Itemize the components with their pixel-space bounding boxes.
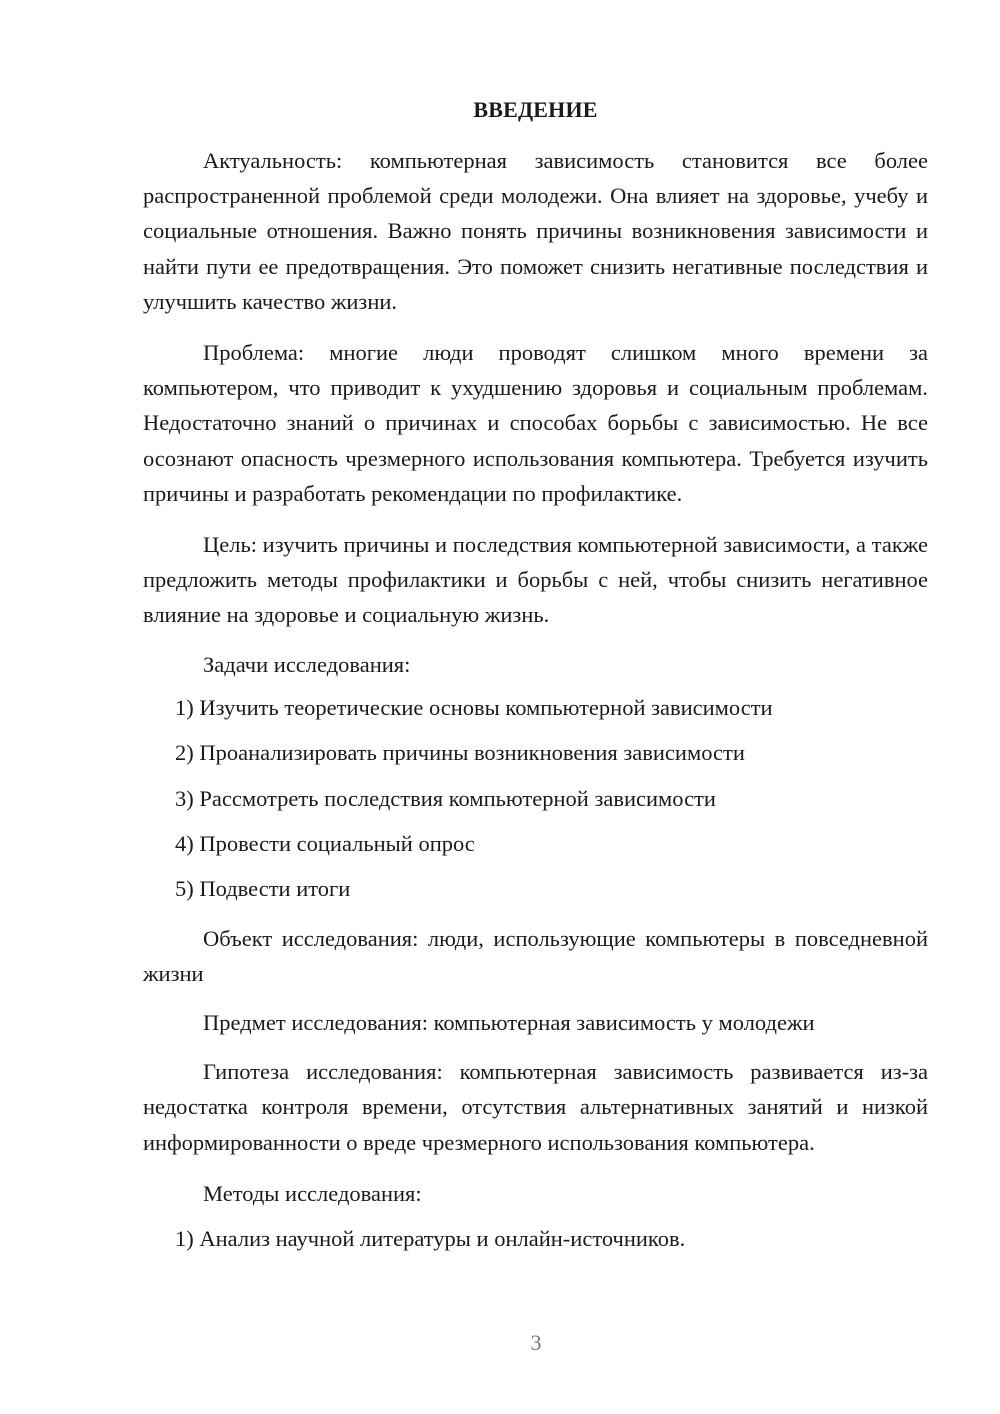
hypothesis-paragraph: Гипотеза исследования: компьютерная зависимость развивается из-за недостатка контроля времени, отсутствия альтернативных занятий и низкой информированности о вреде чрезмерного использования компьютера. — [143, 1059, 928, 1155]
list-item: 1) Анализ научной литературы и онлайн-источников. — [175, 1226, 686, 1252]
page-number: 3 — [530, 1330, 542, 1355]
page-title: ВВЕДЕНИЕ — [473, 97, 598, 122]
list-item: 4) Провести социальный опрос — [175, 831, 475, 857]
subject-paragraph: Предмет исследования: компьютерная зависимость у молодежи — [203, 1010, 815, 1036]
tasks-label: Задачи исследования: — [203, 651, 411, 677]
tasks-list — [143, 690, 928, 907]
relevance-paragraph: Актуальность: компьютерная зависимость становится все более распространенной проблемой среди молодежи. Она влияет на здоровье, учебу и социальные отношения. Важно понять причины возникновения зависимости и найти пути ее предотвращения. Это поможет снизить негативные последствия и улучшить качество жизни. — [143, 148, 928, 314]
list-item: 3) Рассмотреть последствия компьютерной зависимости — [175, 785, 716, 811]
problem-paragraph: Проблема: многие люди проводят слишком много времени за компьютером, что приводит к ухудшению здоровья и социальным проблемам. Недостаточно знаний о причинах и способах борьбы с зависимостью. Не все осознают опасность чрезмерного использования компьютера. Требуется изучить причины и разработать рекомендации по профилактике. — [143, 340, 928, 506]
object-paragraph: Объект исследования: люди, использующие компьютеры в повседневной жизни — [143, 925, 928, 986]
document-page — [143, 92, 928, 1256]
list-item: 2) Проанализировать причины возникновения зависимости — [175, 740, 745, 766]
list-item: 5) Подвести итоги — [175, 876, 351, 902]
methods-list — [143, 1221, 928, 1256]
goal-paragraph: Цель: изучить причины и последствия компьютерной зависимости, а также предложить методы профилактики и борьбы с ней, чтобы снизить негативное влияние на здоровье и социальную жизнь. — [143, 532, 928, 628]
list-item: 1) Изучить теоретические основы компьютерной зависимости — [175, 694, 773, 720]
methods-label: Методы исследования: — [203, 1180, 422, 1206]
